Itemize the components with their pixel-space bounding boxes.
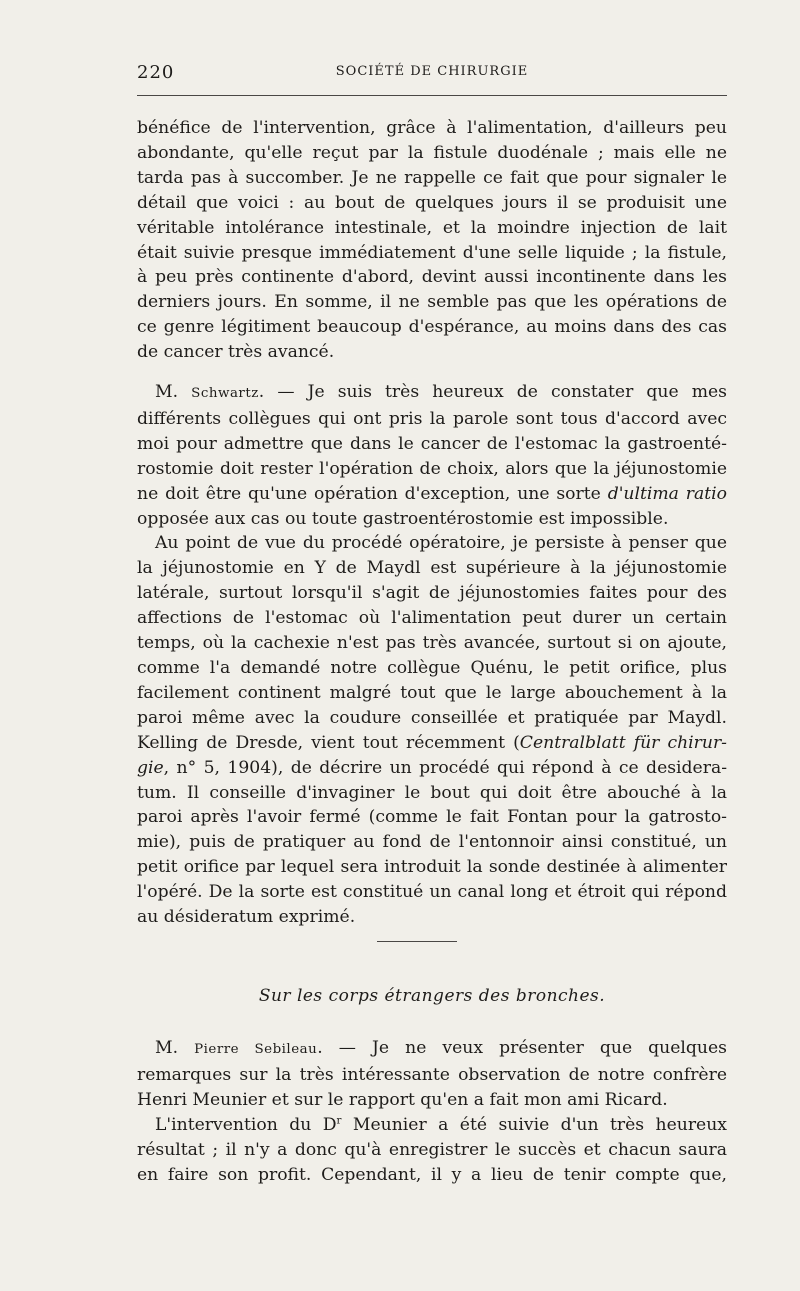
text-line: à peu près continente d'abord, devint aussi incontinente dans les	[137, 267, 727, 288]
text-line: résultat ; il n'y a donc qu'à enregistrer le succès et chacun saura	[137, 1139, 727, 1160]
text-line: abondante, qu'elle reçut par la fistule duodénale ; mais elle ne	[137, 142, 727, 163]
text-line: de cancer très avancé.	[137, 342, 335, 363]
text-line	[137, 380, 727, 407]
paragraph-schwartz	[137, 380, 727, 930]
text-line: différents collègues qui ont pris la parole sont tous d'accord avec	[137, 408, 727, 429]
text-line	[137, 1113, 727, 1138]
text-line: petit orifice par lequel sera introduit la sonde destinée à alimenter	[137, 857, 727, 878]
text-line: tarda pas à succomber. Je ne rappelle ce fait que pour signaler le	[137, 167, 727, 188]
speaker-prefix: M.	[155, 1038, 195, 1058]
citation-title-end: gie	[137, 757, 164, 778]
text-line: Henri Meunier et sur le rapport qu'en a fait mon ami Ricard.	[137, 1089, 668, 1110]
line-text: L'intervention du D	[155, 1114, 337, 1135]
section-title: Sur les corps étrangers des bronches.	[258, 986, 606, 1006]
text-line: moi pour admettre que dans le cancer de l'estomac la gastroenté-	[137, 433, 727, 454]
text-line	[137, 482, 727, 507]
line-text: Meunier a été suivie d'un très heureux	[341, 1114, 727, 1135]
text-line: affections de l'estomac où l'alimentation peut durer un certain	[137, 608, 727, 629]
text-line	[137, 756, 727, 781]
line-text: , n° 5, 1904), de décrire un procédé qui répond à ce desidera-	[163, 757, 727, 778]
text-line: opposée aux cas ou toute gastroentérostomie est impossible.	[137, 508, 669, 529]
page-number: 220	[137, 62, 175, 83]
paragraph-1	[137, 116, 727, 365]
text-line: facilement continent malgré tout que le large abouchement à la	[137, 682, 727, 703]
line-text: . — Je suis très heureux de constater que mes	[258, 382, 727, 402]
text-line: bénéfice de l'intervention, grâce à l'alimentation, d'ailleurs peu	[137, 118, 727, 138]
text-line: Au point de vue du procédé opératoire, je persiste à penser que	[155, 533, 727, 554]
text-line: remarques sur la très intéressante observation de notre confrère	[137, 1064, 727, 1085]
speaker-name: Schwartz	[191, 386, 259, 401]
line-text: . — Je ne veux présenter que quelques	[317, 1038, 727, 1058]
text-line: était suivie presque immédiatement d'une selle liquide ; la fistule,	[137, 242, 727, 263]
text-line: rostomie doit rester l'opération de choix, alors que la jéjunostomie	[137, 458, 727, 479]
line-text: Kelling de Dresde, vient tout récemment (	[137, 732, 520, 753]
text-line: temps, où la cachexie n'est pas très avancée, surtout si on ajoute,	[137, 633, 727, 654]
text-line: ce genre légitiment beaucoup d'espérance, au moins dans des cas	[137, 317, 727, 338]
text-line: comme l'a demandé notre collègue Quénu, le petit orifice, plus	[137, 657, 727, 678]
text-line: latérale, surtout lorsqu'il s'agit de jéjunostomies faites pour des	[137, 583, 727, 604]
italic-phrase: d'ultima ratio	[607, 483, 728, 504]
text-line: derniers jours. En somme, il ne semble pas que les opérations de	[137, 292, 727, 313]
text-line: l'opéré. De la sorte est constitué un canal long et étroit qui répond	[137, 882, 727, 903]
text-line: paroi même avec la coudure conseillée et pratiquée par Maydl.	[137, 707, 727, 728]
text-line: au désideratum exprimé.	[137, 907, 356, 928]
page-header	[137, 62, 727, 84]
speaker-prefix: M.	[155, 382, 192, 402]
text-line: détail que voici : au bout de quelques jours il se produisit une	[137, 192, 727, 213]
text-line: en faire son profit. Cependant, il y a lieu de tenir compte que,	[137, 1164, 727, 1185]
speaker-name: Pierre Sebileau	[194, 1042, 318, 1057]
text-line: véritable intolérance intestinale, et la moindre injection de lait	[137, 217, 727, 238]
citation-title: Centralblatt für chirur-	[519, 732, 727, 753]
text-line: la jéjunostomie en Y de Maydl est supérieure à la jéjunostomie	[137, 558, 727, 579]
text-line	[137, 1036, 727, 1063]
header-rule	[137, 95, 727, 96]
paragraph-sebileau	[137, 1036, 727, 1187]
line-text: ne doit être qu'une opération d'exception, une sorte	[137, 483, 608, 504]
text-line: mie), puis de pratiquer au fond de l'entonnoir ainsi constitué, un	[137, 832, 727, 853]
text-line: tum. Il conseille d'invaginer le bout qui doit être abouché à la	[137, 782, 727, 803]
text-line	[137, 731, 727, 756]
section-separator	[377, 941, 457, 942]
running-title: SOCIÉTÉ DE CHIRURGIE	[335, 64, 529, 79]
superscript: r	[336, 1113, 342, 1126]
text-line: paroi après l'avoir fermé (comme le fait Fontan pour la gatrosto-	[137, 807, 727, 828]
